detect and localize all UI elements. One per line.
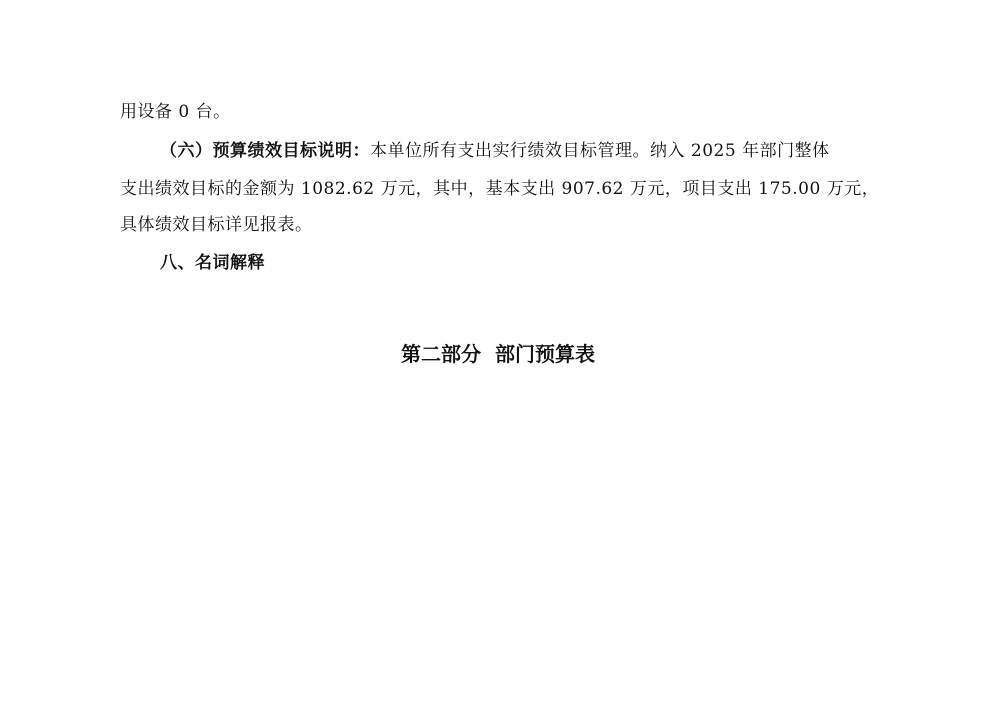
paragraph-line: 用设备 0 台。 (120, 102, 231, 122)
budget-performance-paragraph (160, 139, 830, 163)
section-six-label: （六）预算绩效目标说明： (160, 141, 370, 161)
part-two-title: 第二部分 部门预算表 (401, 342, 595, 366)
paragraph-line: 支出绩效目标的金额为 1082.62 万元，其中，基本支出 907.62 万元，项目支出 175.00 万元， (120, 179, 880, 199)
section-six-text: 本单位所有支出实行绩效目标管理。纳入 2025 年部门整体 (370, 141, 830, 161)
paragraph-line: 具体绩效目标详见报表。 (120, 215, 313, 235)
section-eight-heading: 八、名词解释 (160, 253, 265, 273)
